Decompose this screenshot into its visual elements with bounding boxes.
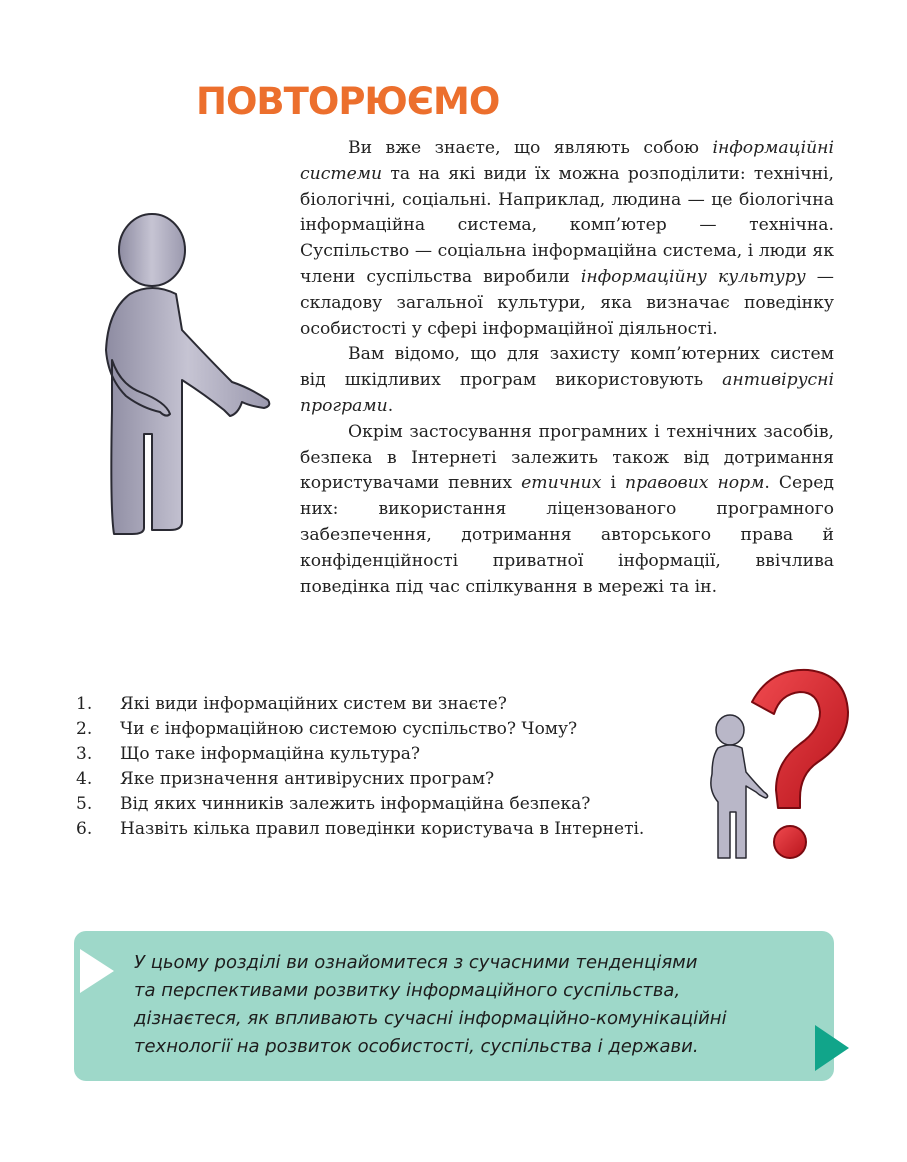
question-number: 6. [76,819,93,839]
question-number: 1. [76,694,93,714]
text-run: Окрім застосування програмних і технічних засобів, безпека в Інтернеті залежить також від дотримання користувачами певних [300,421,834,494]
italic-term: інформаційну культуру [580,266,806,287]
list-item [76,692,674,717]
banner-text [134,949,824,1061]
banner-line: У цьому розділі ви ознайомитеся з сучасними тенденціями [134,952,698,973]
text-run: Вам відомо, що для захисту комп’ютерних систем від шкідливих програм використовують [300,344,834,391]
chapter-summary-banner [74,931,834,1081]
intro-paragraph-2 [300,342,834,419]
text-run: — складову загальної культури, яка визначає поведінку особистості у сфері інформаційної діяльності. [300,266,834,339]
text-run: та на які види їх можна розподілити: технічні, біологічні, соціальні. Наприклад, людина — це біологічна інформаційна система, комп’ютер — технічна. Суспільство — соціальна інформаційна система, і люди як члени суспільства виробили [300,163,834,287]
question-number: 4. [76,769,93,789]
question-number: 2. [76,719,93,739]
intro-paragraph-1 [300,136,834,342]
text-run: . [387,395,394,416]
italic-term: антивірусні програми [300,370,834,416]
list-item [76,717,674,742]
italic-term: правових норм [625,473,765,494]
banner-line: та перспективами розвитку інформаційного суспільства, [134,980,681,1001]
italic-term: інформаційні системи [300,138,834,184]
question-text: Чи є інформаційною системою суспільство? Чому? [120,719,578,739]
question-text: Які види інформаційних систем ви знаєте? [120,694,507,714]
question-text: Що таке інформаційна культура? [120,744,421,764]
intro-paragraph-3 [300,420,834,601]
intro-text [300,136,834,600]
italic-term: етичних [521,473,602,494]
question-mark-figure-icon [700,662,855,867]
banner-line: дізнаєтеся, як впливають сучасні інформаційно-комунікаційні [134,1008,727,1029]
question-number: 3. [76,744,93,764]
question-text: Від яких чинників залежить інформаційна безпека? [120,794,591,814]
question-number: 5. [76,794,93,814]
text-run: і [601,473,626,494]
list-item [76,742,674,767]
person-figure-icon [100,210,275,540]
text-run: . Серед них: використання ліцензованого програмного забезпечення, дотримання авторського права й конфіденційності приватної інформації, ввічлива поведінка під час спілкування в мережі та ін. [300,473,834,597]
text-run: Ви вже знаєте, що являють собою [348,138,713,158]
play-triangle-icon [815,1025,849,1071]
section-title: ПОВТОРЮЄМО [196,80,500,123]
play-triangle-icon [80,949,114,993]
question-text: Яке призначення антивірусних програм? [120,769,495,789]
question-text: Назвіть кілька правил поведінки користувача в Інтернеті. [120,819,645,839]
list-item [76,792,674,817]
questions-list [76,692,674,842]
list-item [76,767,674,792]
list-item [76,817,674,842]
banner-line: технології на розвиток особистості, суспільства і держави. [134,1036,699,1057]
